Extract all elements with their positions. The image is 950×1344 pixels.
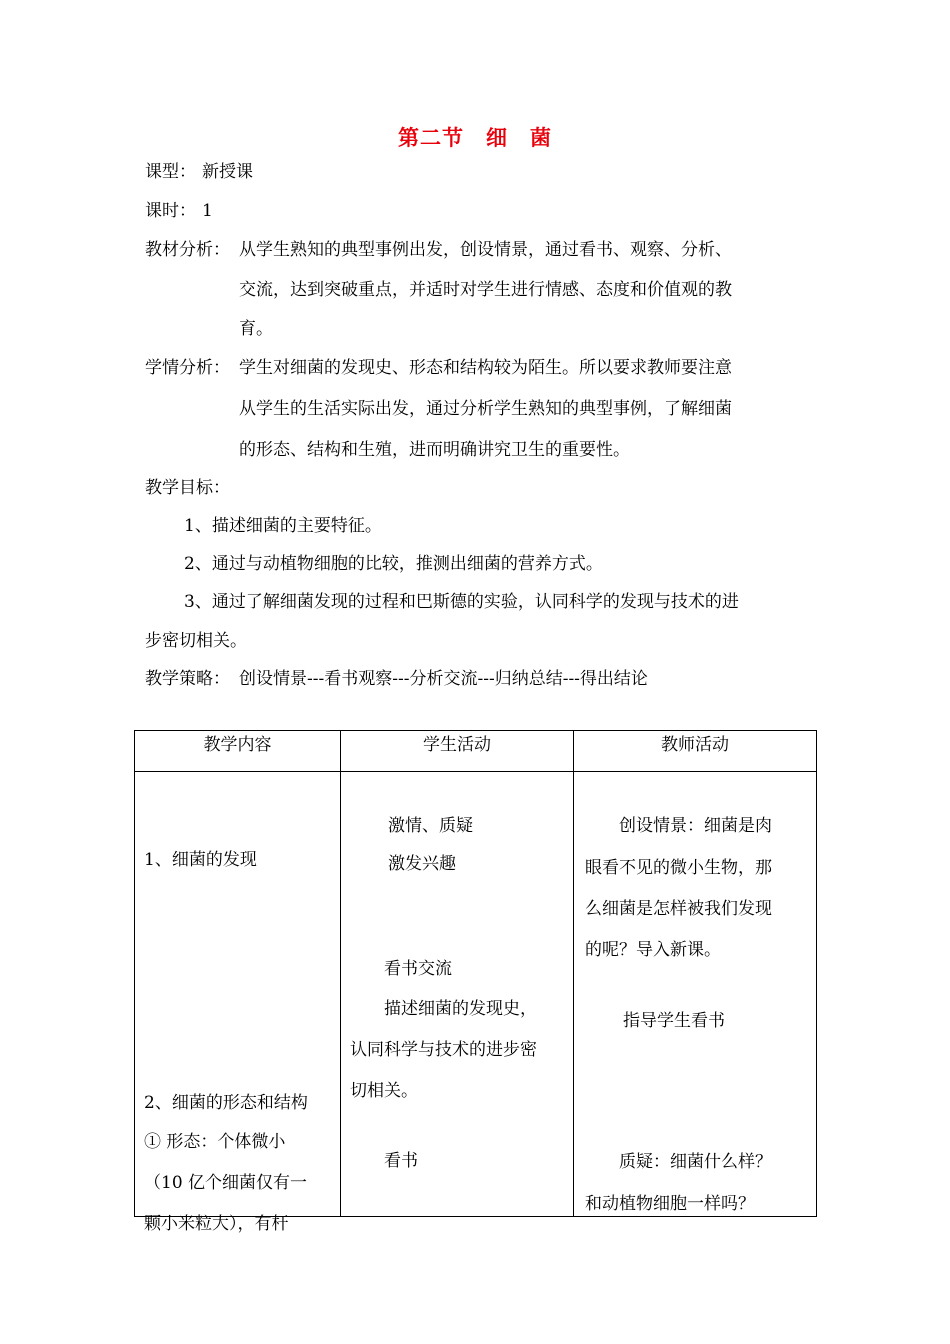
teacher-line: 指导学生看书 — [623, 1011, 725, 1031]
content-line: 颗小米粒大），有杆 — [144, 1214, 289, 1234]
material-analysis-line: 交流，达到突破重点，并适时对学生进行情感、态度和价值观的教 — [239, 280, 732, 300]
student-line: 认同科学与技术的进步密 — [350, 1040, 537, 1060]
content-line: 1、细菌的发现 — [144, 850, 257, 870]
strategy-value: 创设情景---看书观察---分析交流---归纳总结---得出结论 — [239, 669, 648, 689]
objective-continuation: 步密切相关。 — [145, 631, 247, 651]
learner-analysis-label: 学情分析： — [145, 358, 230, 378]
header-student-cell — [341, 731, 574, 772]
periods-label: 课时： — [145, 201, 196, 221]
table-row — [135, 772, 817, 1217]
student-line: 激情、质疑 — [388, 816, 473, 836]
objective-item: 3、通过了解细菌发现的过程和巴斯德的实验，认同科学的发现与技术的进 — [184, 592, 739, 612]
teacher-line: 创设情景：细菌是肉 — [619, 816, 772, 836]
content-cell — [135, 772, 341, 1234]
teacher-line: 和动植物细胞一样吗？ — [585, 1194, 755, 1214]
objective-item: 2、通过与动植物细胞的比较，推测出细菌的营养方式。 — [184, 554, 603, 574]
student-line: 看书交流 — [384, 959, 452, 979]
learner-analysis-line: 的形态、结构和生殖，进而明确讲究卫生的重要性。 — [239, 440, 630, 460]
strategy-label: 教学策略： — [145, 669, 230, 689]
student-line: 描述细菌的发现史， — [384, 999, 537, 1019]
header-content-cell — [135, 731, 341, 772]
table-header-row — [135, 731, 817, 772]
lesson-type-value: 新授课 — [202, 162, 253, 182]
student-line: 切相关。 — [350, 1081, 418, 1101]
lesson-table — [134, 730, 817, 1234]
header-student-activity: 学生活动 — [423, 735, 491, 755]
teacher-cell — [574, 772, 817, 1217]
teacher-line: 的呢？导入新课。 — [585, 940, 721, 960]
student-line: 看书 — [384, 1151, 418, 1171]
content-line: （10 亿个细菌仅有一 — [144, 1173, 308, 1193]
student-cell — [341, 772, 574, 1217]
material-analysis-line: 从学生熟知的典型事例出发，创设情景，通过看书、观察、分析、 — [239, 240, 732, 260]
objectives-label: 教学目标： — [145, 478, 230, 498]
header-teaching-content: 教学内容 — [203, 735, 272, 755]
content-line: ① 形态：个体微小 — [144, 1132, 286, 1152]
periods-value: 1 — [202, 201, 213, 221]
material-analysis-label: 教材分析： — [145, 240, 230, 260]
student-line: 激发兴趣 — [388, 854, 456, 874]
objective-item: 1、描述细菌的主要特征。 — [184, 516, 382, 536]
learner-analysis-line: 学生对细菌的发现史、形态和结构较为陌生。所以要求教师要注意 — [239, 358, 732, 378]
header-teacher-activity: 教师活动 — [661, 735, 729, 755]
teacher-line: 眼看不见的微小生物，那 — [585, 858, 772, 878]
learner-analysis-line: 从学生的生活实际出发，通过分析学生熟知的典型事例，了解细菌 — [239, 399, 732, 419]
material-analysis-line: 育。 — [239, 319, 273, 339]
header-teacher-cell — [574, 731, 817, 772]
teacher-line: 质疑：细菌什么样？ — [619, 1152, 772, 1172]
lesson-type-label: 课型： — [145, 162, 196, 182]
content-line: 2、细菌的形态和结构 — [144, 1093, 308, 1113]
page-title: 第二节 细 菌 — [398, 126, 552, 150]
teacher-line: 么细菌是怎样被我们发现 — [585, 899, 772, 919]
